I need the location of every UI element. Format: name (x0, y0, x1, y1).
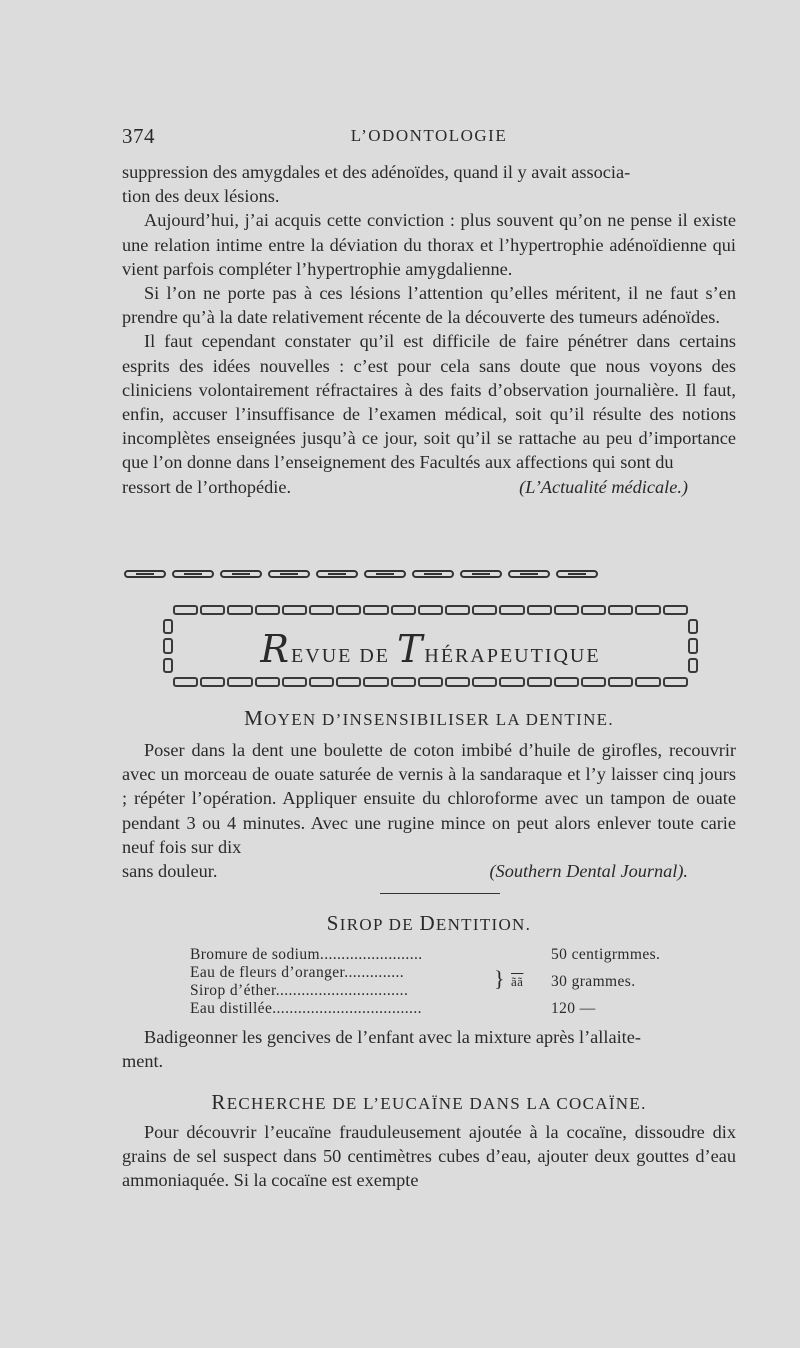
text-line: sans douleur. (122, 861, 218, 882)
formula-row: Eau distillée................................... 120 — (190, 1000, 596, 1017)
paragraph: Aujourd’hui, j’ai acquis cette conviction : plus souvent qu’on ne pense il existe une relation intime entre la déviation du thorax et l’hypertrophie adénoïdienne qui vient parfois compléter l’hypertrophie amygdalienne. (122, 210, 736, 279)
page-header (122, 124, 736, 152)
formula-table (190, 946, 710, 1018)
section-body (122, 738, 736, 883)
citation-line (122, 859, 736, 883)
section-heading: SIROP DE DENTITION. (326, 911, 532, 935)
source-citation: (Southern Dental Journal). (489, 861, 688, 882)
section-body (122, 1025, 736, 1073)
paragraph: Poser dans la dent une boulette de coton imbibé d’huile de girofles, recouvrir avec un morceau de ouate saturée de vernis à la sandaraque et l’y laisser cinq jours ; répéter l’opération. Appliquer ensuite du chloroforme avec un tampon de ouate pendant 3 ou 4 minutes. Avec une rugine mince on peut alors enlever toute carie neuf fois sur dix (122, 740, 736, 857)
article-body (122, 160, 736, 499)
citation-line (122, 475, 736, 499)
running-title: L’ODONTOLOGIE (350, 126, 508, 145)
paragraph: Il faut cependant constater qu’il est difficile de faire pénétrer dans certains esprits des idées nouvelles : c’est pour cela sans doute que nous voyons des cliniciens volontairement réfractaires à des faits d’observation journalière. Il faut, enfin, accuser l’insuffisance de l’examen médical, soit qu’il résulte des notions incomplètes enseignées jusqu’à ce jour, soit qu’il se rattache au peu d’importance que l’on donne dans l’enseignement des Facultés aux affections qui sont du (122, 331, 736, 473)
rule-divider (380, 893, 500, 894)
paragraph: Pour découvrir l’eucaïne frauduleusement ajoutée à la cocaïne, dissoudre dix grains de sel suspect dans 50 centimètres cubes d’eau, ajouter deux gouttes d’eau ammoniaquée. Si la cocaïne est exempte (122, 1122, 736, 1191)
source-citation: (L’Actualité médicale.) (519, 476, 688, 497)
text-line: tion des deux lésions. (122, 186, 280, 207)
ornament-divider (124, 566, 598, 582)
section-heading: MOYEN D’INSENSIBILISER LA DENTINE. (244, 706, 614, 730)
page-number: 374 (122, 124, 155, 148)
formula-row: Sirop d’éther............................... (190, 982, 409, 999)
text-line: suppression des amygdales et des adénoïdes, quand il y avait associa- (122, 162, 631, 182)
text-line: ment. (122, 1051, 164, 1072)
banner-title: REVUE DE THÉRAPEUTIQUE (260, 627, 601, 671)
section-body (122, 1120, 736, 1193)
shared-quantity: 30 grammes. (551, 973, 636, 990)
section-heading: RECHERCHE DE L’EUCAÏNE DANS LA COCAÏNE. (211, 1090, 647, 1114)
paragraph: Si l’on ne porte pas à ces lésions l’attention qu’elles méritent, il ne faut s’en prendre qu’à la date relativement récente de la découverte des tumeurs adénoïdes. (122, 283, 736, 328)
formula-row: Bromure de sodium........................ 50 centigrmmes. (190, 946, 661, 963)
formula-row: Eau de fleurs d’oranger.............. } $\overline{ãã}$ 30 grammes. (190, 964, 636, 991)
aa-notation: $\overline{ãã}$ (511, 974, 524, 989)
paragraph: Badigeonner les gencives de l’enfant avec la mixture après l’allaite- (144, 1027, 641, 1047)
section-banner (163, 603, 698, 689)
text-line: ressort de l’orthopédie. (122, 476, 292, 497)
